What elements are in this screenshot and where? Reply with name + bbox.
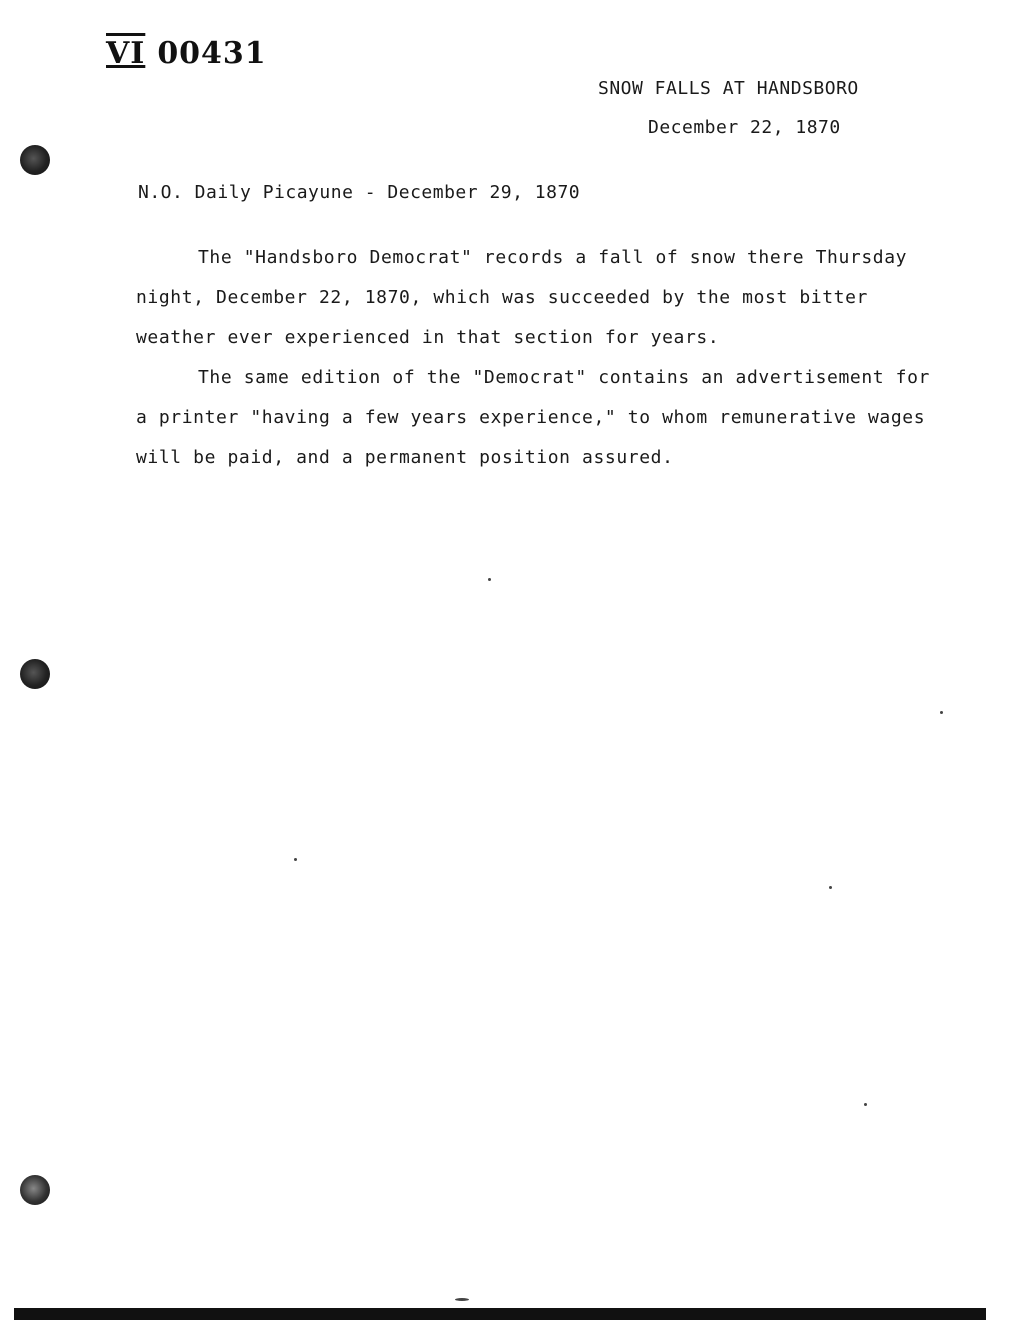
scan-bottom-edge xyxy=(14,1308,986,1320)
document-title: SNOW FALLS AT HANDSBORO xyxy=(598,78,859,99)
paragraph-2: The same edition of the "Democrat" contains an advertisement for a printer "having a few years experience," to whom remunerative wages will be paid, and a permanent position assured. xyxy=(136,367,930,468)
punch-hole-middle xyxy=(20,659,50,689)
scan-speck xyxy=(455,1298,469,1301)
scan-speck xyxy=(829,886,832,889)
punch-hole-bottom xyxy=(20,1175,50,1205)
document-date: December 22, 1870 xyxy=(648,117,841,138)
paragraph-1: The "Handsboro Democrat" records a fall of snow there Thursday night, December 22, 1870, which was succeeded by the most bitter weather ever experienced in that section for years. xyxy=(136,247,908,348)
scan-speck xyxy=(294,858,297,861)
document-id-roman: VI xyxy=(106,36,146,71)
document-id-number: 00431 xyxy=(157,36,267,71)
source-line: N.O. Daily Picayune - December 29, 1870 xyxy=(138,182,581,203)
scan-speck xyxy=(940,711,943,714)
scan-speck xyxy=(864,1103,867,1106)
document-body xyxy=(136,238,936,478)
document-id xyxy=(106,36,267,71)
scan-speck xyxy=(488,578,491,581)
punch-hole-top xyxy=(20,145,50,175)
